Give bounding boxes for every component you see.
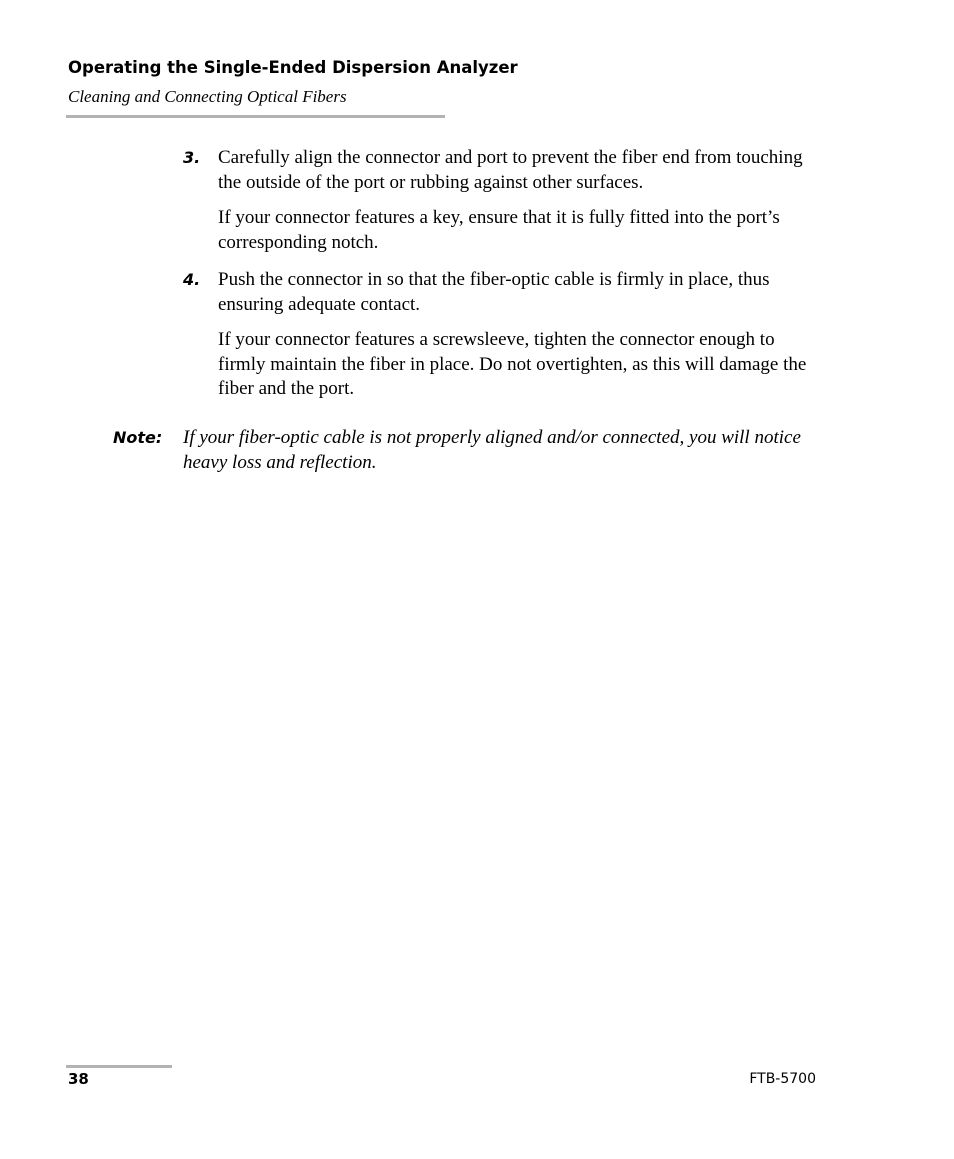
- note-label: Note:: [113, 428, 163, 447]
- page-number: 38: [68, 1070, 89, 1088]
- note-text: If your fiber-optic cable is not properly aligned and/or connected, you will notice heavy loss and reflection.: [183, 427, 801, 473]
- step-instruction: Push the connector in so that the fiber-optic cable is firmly in place, thus ensuring adequate contact.: [218, 269, 770, 315]
- running-header-subtitle: Cleaning and Connecting Optical Fibers: [68, 87, 347, 106]
- running-header-title: Operating the Single-Ended Dispersion Analyzer: [68, 58, 518, 77]
- step-number: 3.: [183, 148, 201, 167]
- step-detail: If your connector features a key, ensure that it is fully fitted into the port’s corresponding notch.: [218, 207, 780, 253]
- step-detail: If your connector features a screwsleeve, tighten the connector enough to firmly maintain the fiber in place. Do not overtighten, as this will damage the fiber and the port.: [218, 329, 807, 399]
- step-3: [183, 146, 823, 255]
- step-instruction: Carefully align the connector and port to prevent the fiber end from touching the outside of the port or rubbing against other surfaces.: [218, 147, 803, 193]
- step-4: [183, 268, 823, 402]
- note-block: [113, 426, 823, 475]
- product-code: FTB-5700: [749, 1071, 816, 1087]
- header-divider: [66, 115, 445, 118]
- step-number: 4.: [183, 270, 201, 289]
- footer-divider: [66, 1065, 172, 1068]
